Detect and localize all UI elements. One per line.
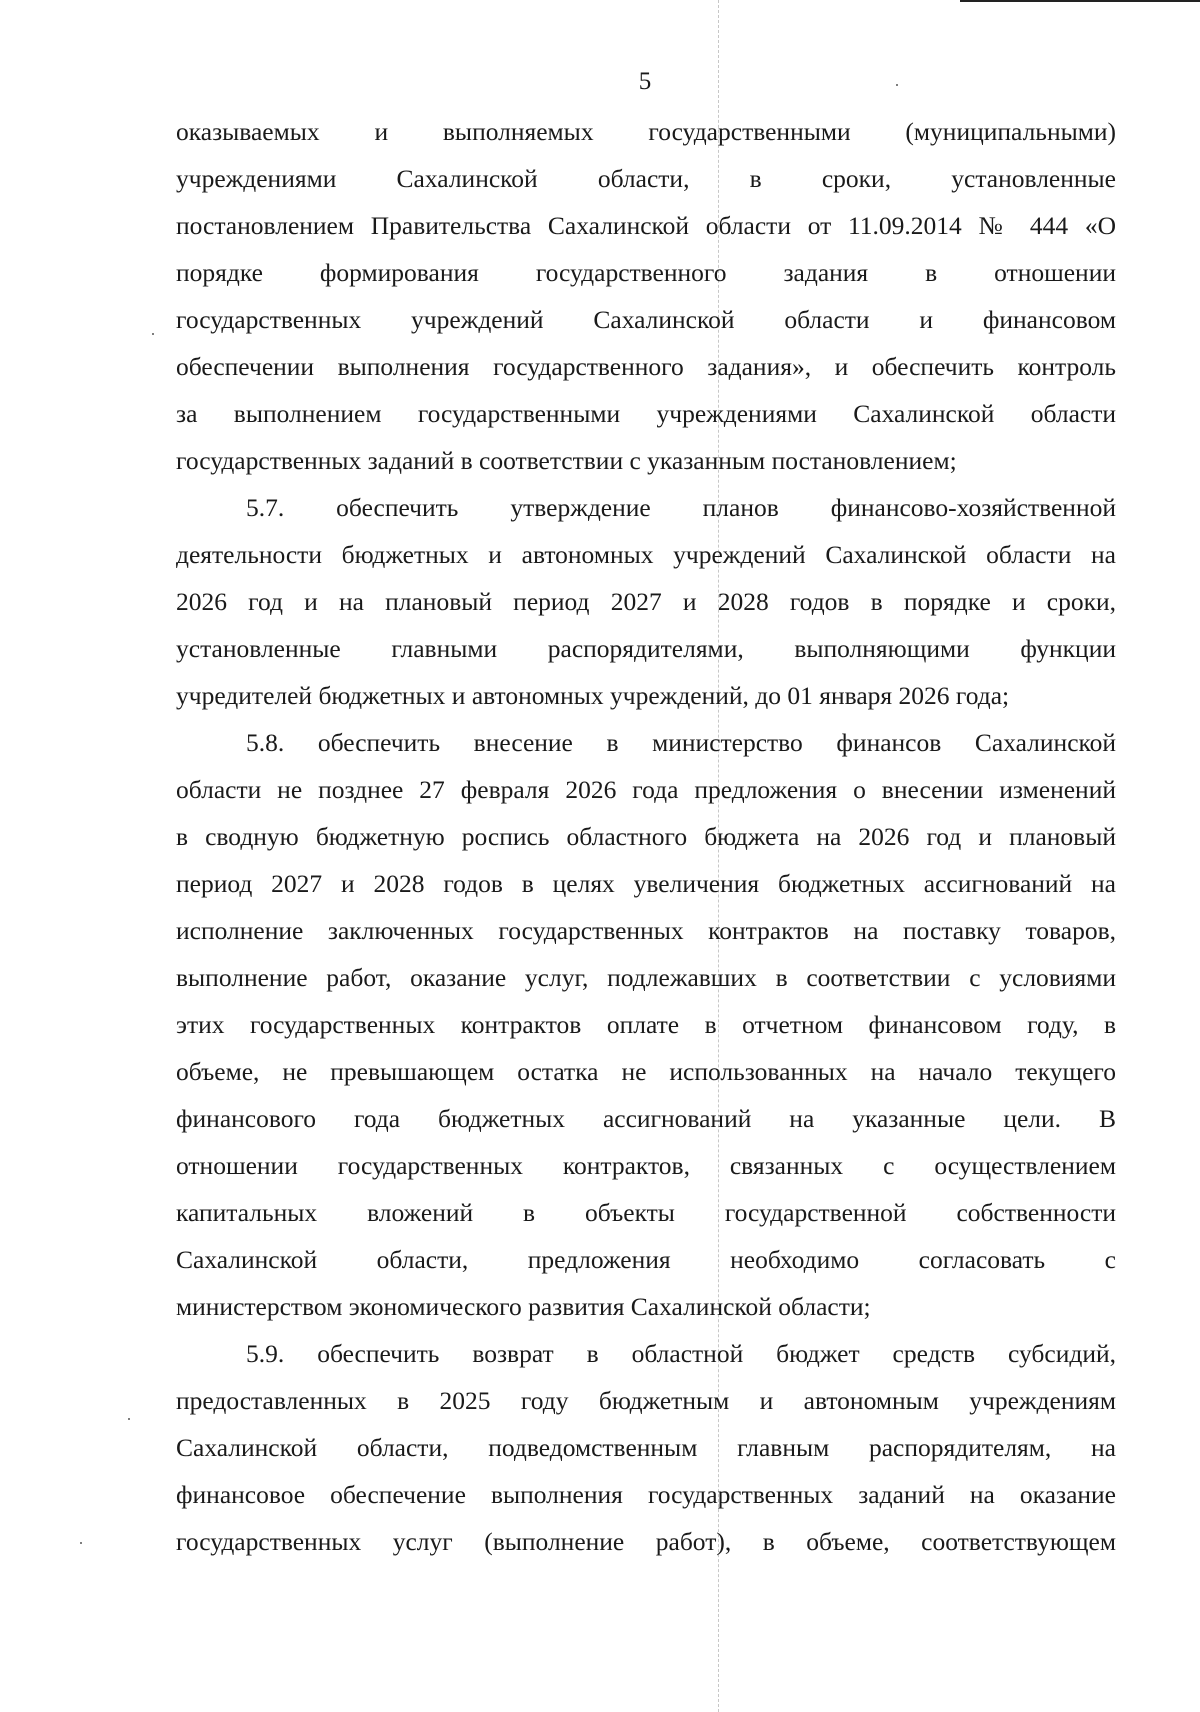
scan-speck (896, 84, 898, 86)
document-body (176, 108, 1116, 1565)
text-line: области не позднее 27 февраля 2026 года предложения о внесении изменений (176, 775, 1116, 804)
text-line: период 2027 и 2028 годов в целях увеличения бюджетных ассигнований на (176, 869, 1116, 898)
text-line: предоставленных в 2025 году бюджетным и автономным учреждениям (176, 1386, 1116, 1415)
text-line: 5.8. обеспечить внесение в министерство финансов Сахалинской (246, 728, 1116, 757)
text-line: за выполнением государственными учреждениями Сахалинской области (176, 399, 1116, 428)
text-line: учредителей бюджетных и автономных учреждений, до 01 января 2026 года; (176, 681, 1010, 710)
text-line: государственных заданий в соответствии с указанным постановлением; (176, 446, 957, 475)
text-line: Сахалинской области, предложения необходимо согласовать с (176, 1245, 1116, 1274)
text-line: объеме, не превышающем остатка не использованных на начало текущего (176, 1057, 1116, 1086)
text-line: министерством экономического развития Сахалинской области; (176, 1292, 871, 1321)
text-line: оказываемых и выполняемых государственными (муниципальными) (176, 117, 1116, 146)
text-line: 5.7. обеспечить утверждение планов финансово-хозяйственной (246, 493, 1116, 522)
text-line: порядке формирования государственного задания в отношении (176, 258, 1116, 287)
text-line: финансовое обеспечение выполнения государственных заданий на оказание (176, 1480, 1116, 1509)
text-line: постановлением Правительства Сахалинской области от 11.09.2014 № 444 «О (176, 211, 1116, 240)
text-line: государственных учреждений Сахалинской области и финансовом (176, 305, 1116, 334)
text-line: капитальных вложений в объекты государственной собственности (176, 1198, 1116, 1227)
page-number: 5 (638, 68, 652, 95)
scan-edge-line (960, 0, 1200, 2)
text-line: финансового года бюджетных ассигнований на указанные цели. В (176, 1104, 1116, 1133)
text-line: обеспечении выполнения государственного задания», и обеспечить контроль (176, 352, 1116, 381)
text-line: этих государственных контрактов оплате в отчетном финансовом году, в (176, 1010, 1116, 1039)
text-line: установленные главными распорядителями, выполняющими функции (176, 634, 1116, 663)
text-line: в сводную бюджетную роспись областного бюджета на 2026 год и плановый (176, 822, 1116, 851)
scan-speck (128, 1418, 130, 1420)
text-line: 2026 год и на плановый период 2027 и 2028 годов в порядке и сроки, (176, 587, 1116, 616)
scan-speck (152, 333, 154, 335)
text-line: деятельности бюджетных и автономных учреждений Сахалинской области на (176, 540, 1116, 569)
text-line: Сахалинской области, подведомственным главным распорядителям, на (176, 1433, 1116, 1462)
text-line: исполнение заключенных государственных контрактов на поставку товаров, (176, 916, 1116, 945)
text-line: выполнение работ, оказание услуг, подлежавших в соответствии с условиями (176, 963, 1116, 992)
text-line: государственных услуг (выполнение работ), в объеме, соответствующем (176, 1527, 1116, 1556)
text-line: учреждениями Сахалинской области, в сроки, установленные (176, 164, 1116, 193)
text-line: 5.9. обеспечить возврат в областной бюджет средств субсидий, (246, 1339, 1116, 1368)
text-line: отношении государственных контрактов, связанных с осуществлением (176, 1151, 1116, 1180)
scan-speck (80, 1542, 82, 1544)
